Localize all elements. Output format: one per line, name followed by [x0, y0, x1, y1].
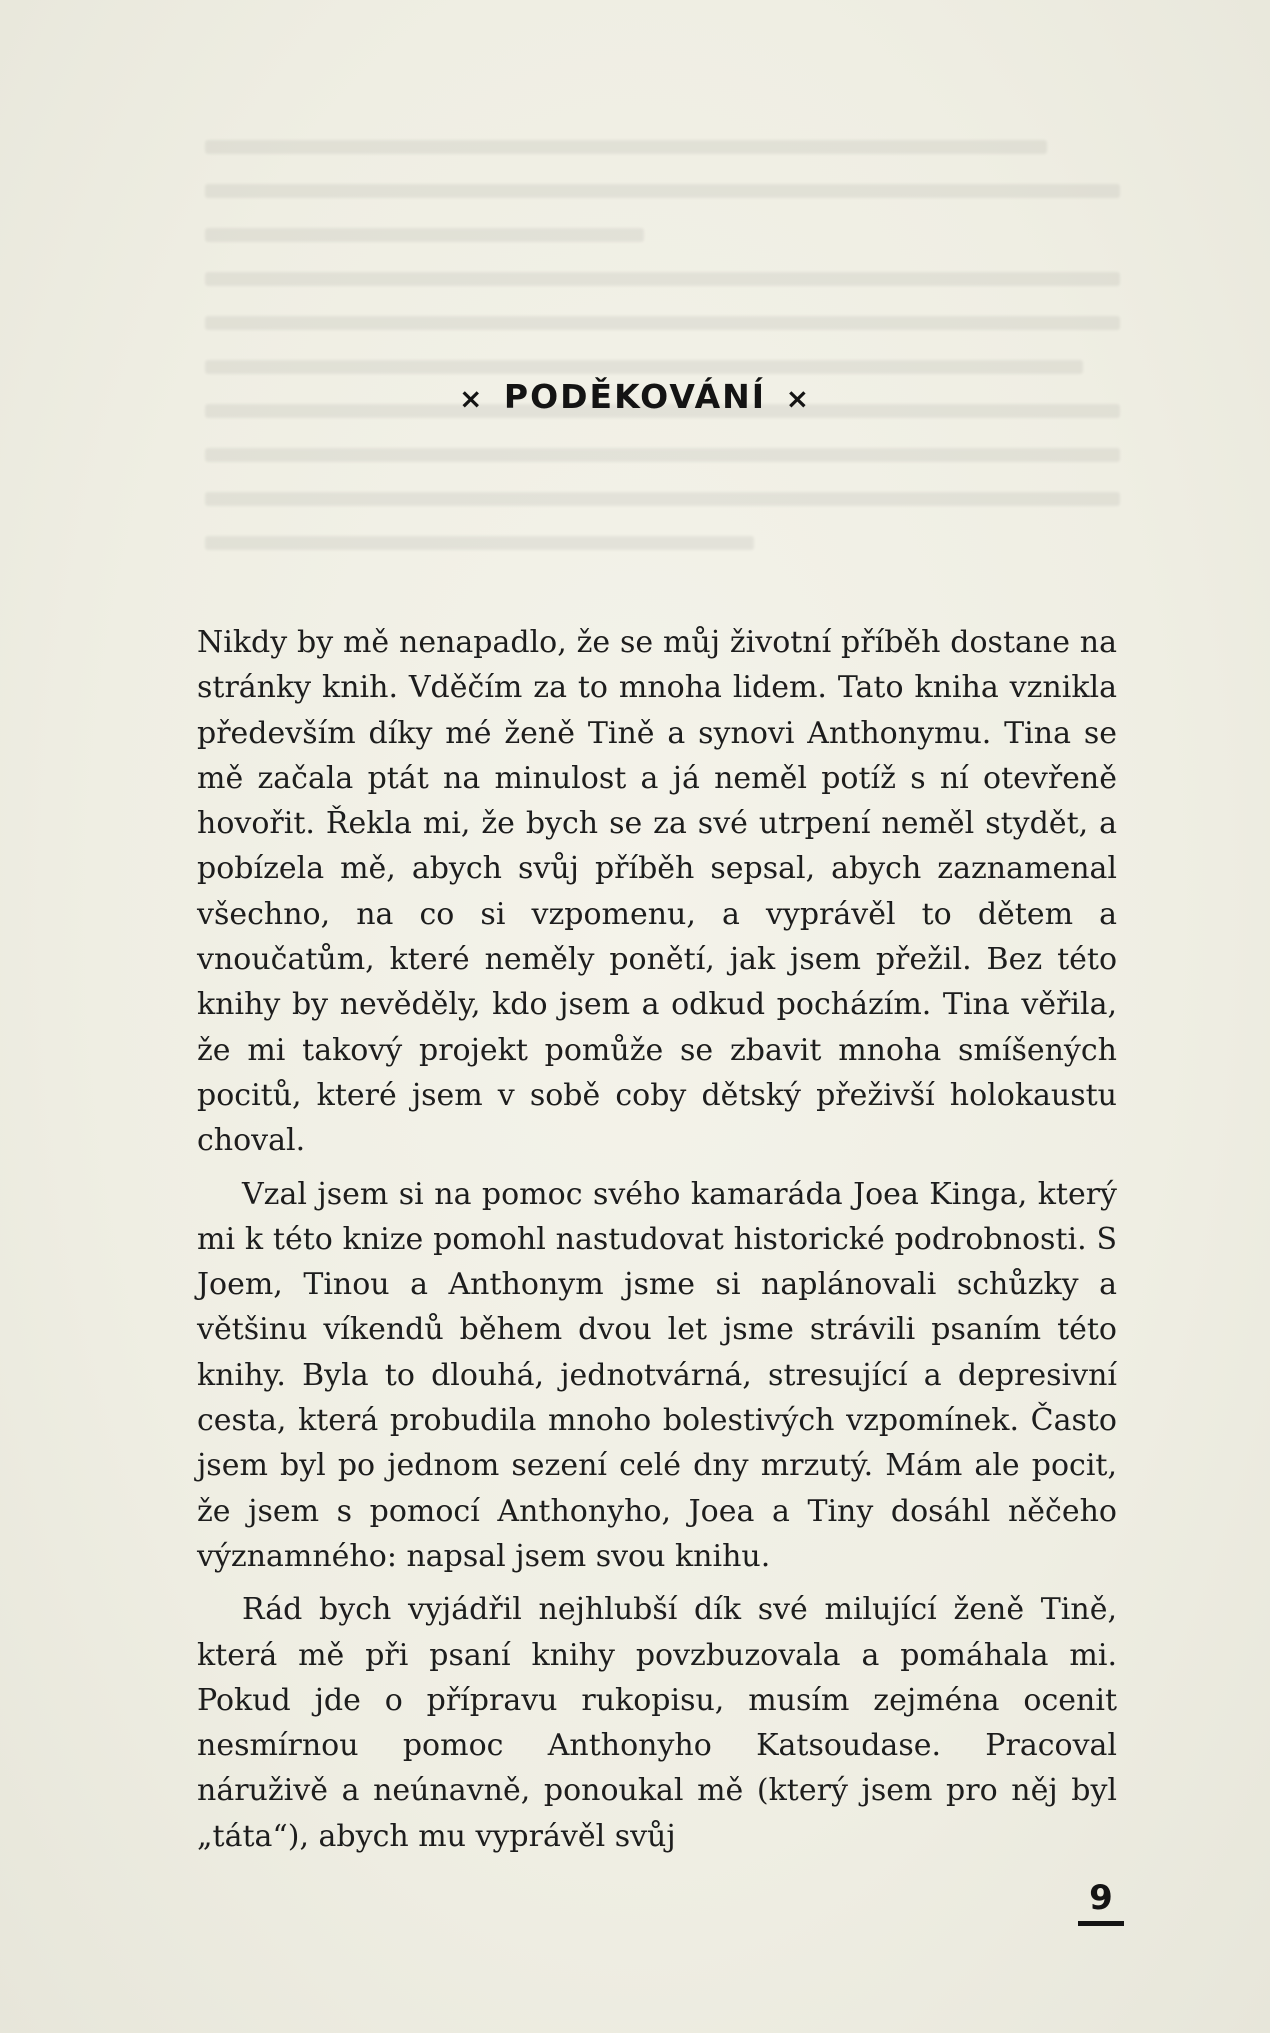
paragraph-3: Rád bych vyjádřil nejhlubší dík své milující ženě Tině, která mě při psaní knihy povzbuzovala a pomáhala mi. Pokud jde o přípravu rukopisu, musím zejména ocenit nesmírnou pomoc Anthonyho Katsoudase. Pracoval náruživě a neúnavně, ponoukal mě (který jsem pro něj byl „táta“), abych mu vyprávěl svůj	[197, 1592, 1117, 1854]
page-number: 9	[1089, 1878, 1113, 1918]
paragraph-1: Nikdy by mě nenapadlo, že se můj životní příběh dostane na stránky knih. Vděčím za to mnoha lidem. Tato kniha vznikla především díky mé ženě Tině a synovi Anthonymu. Tina se mě začala ptát na minulost a já neměl potíž s ní otevřeně hovořit. Řekla mi, že bych se za své utrpení neměl stydět, a pobízela mě, abych svůj příběh sepsal, abych zaznamenal všechno, na co si vzpomenu, a vyprávěl to dětem a vnoučatům, které neměly ponětí, jak jsem přežil. Bez této knihy by nevěděly, kdo jsem a odkud pocházím. Tina věřila, že mi takový projekt pomůže se zbavit mnoha smíšených pocitů, které jsem v sobě coby dětský přeživší holokaustu choval.	[197, 625, 1117, 1159]
page-number-underline	[1078, 1921, 1124, 1926]
heading-mark-right: ×	[785, 382, 812, 415]
chapter-heading	[0, 377, 1270, 416]
paragraph-2: Vzal jsem si na pomoc svého kamaráda Joea Kinga, který mi k této knize pomohl nastudovat historické podrobnosti. S Joem, Tinou a Anthonym jsme si naplánovali schůzky a většinu víkendů během dvou let jsme strávili psaním této knihy. Byla to dlouhá, jednotvárná, stresující a depresivní cesta, která probudila mnoho bolestivých vzpomínek. Často jsem byl po jednom sezení celé dny mrzutý. Mám ale pocit, že jsem s pomocí Anthonyho, Joea a Tiny dosáhl něčeho významného: napsal jsem svou knihu.	[197, 1176, 1117, 1574]
chapter-title: PODĚKOVÁNÍ	[503, 377, 767, 416]
heading-mark-left: ×	[458, 382, 485, 415]
body-text	[197, 620, 1117, 1859]
